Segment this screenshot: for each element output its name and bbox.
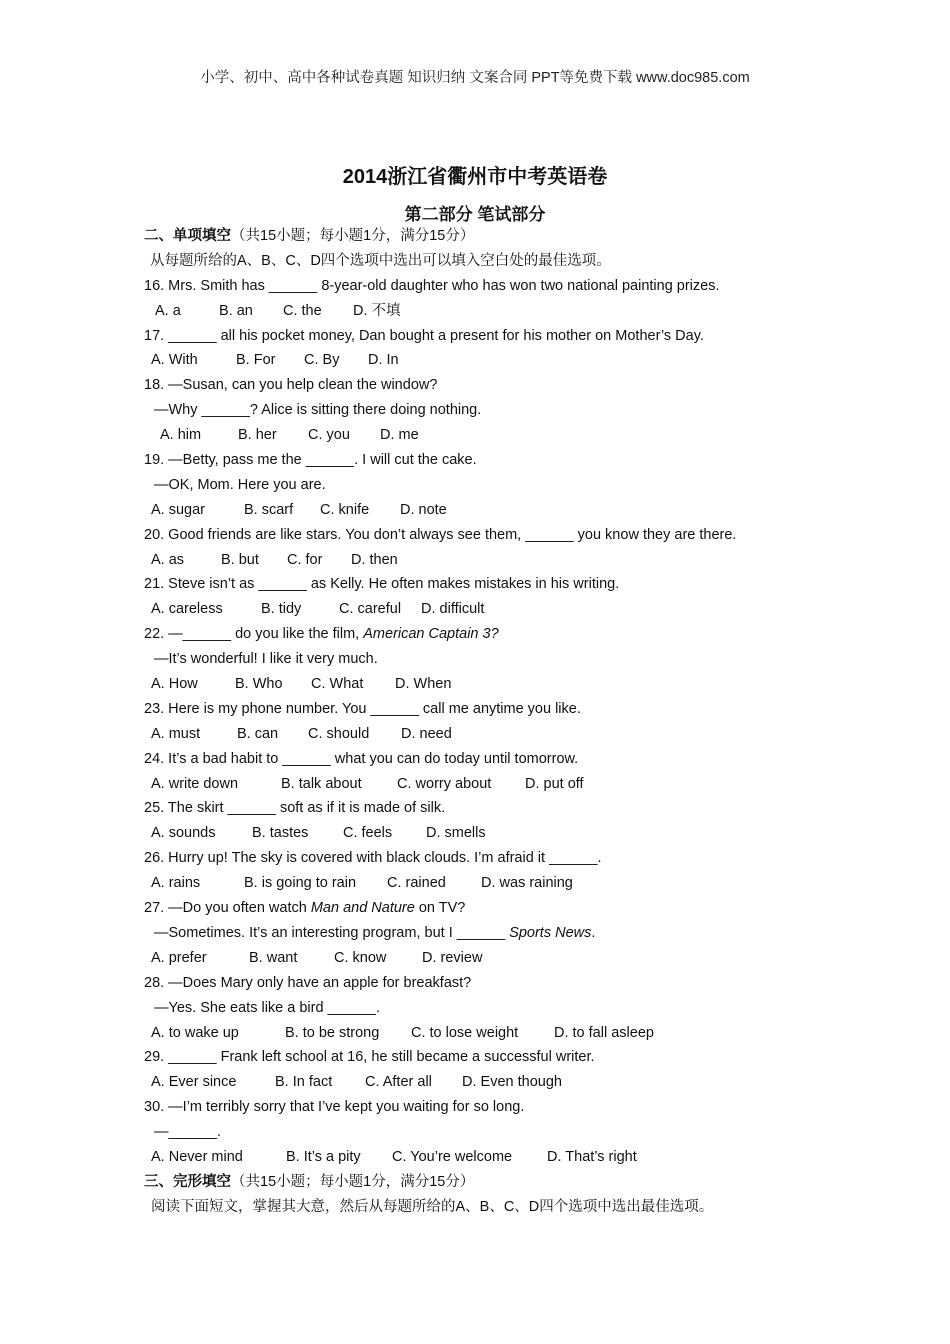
question-27-option-a[interactable]: A. prefer — [151, 949, 207, 966]
question-26-option-a[interactable]: A. rains — [151, 875, 201, 892]
page-subtitle: 第二部分 笔试部分 — [404, 205, 546, 224]
section2-instruction: 从每题所给的A、B、C、D四个选项中选出可以填入空白处的最佳选项。 — [150, 252, 611, 269]
question-25-options — [144, 821, 844, 846]
question-22-option-c[interactable]: C. What — [311, 676, 364, 693]
question-16-stem: 16. Mrs. Smith has ______ 8-year-old daughter who has won two national painting prizes. — [144, 277, 720, 294]
question-16-option-d[interactable]: D. 不填 — [353, 302, 401, 319]
question-19-option-c[interactable]: C. knife — [320, 501, 370, 518]
page-header: 小学、初中、高中各种试卷真题 知识归纳 文案合同 PPT等免费下载 www.doc985.com — [200, 70, 750, 86]
exam-content — [144, 224, 844, 1220]
question-19-reply: —OK, Mom. Here you are. — [154, 476, 326, 493]
question-26-option-c[interactable]: C. rained — [387, 875, 446, 892]
question-24-option-b[interactable]: B. talk about — [281, 775, 362, 792]
question-17-option-d[interactable]: D. In — [368, 352, 399, 369]
question-22-option-d[interactable]: D. When — [395, 676, 452, 693]
section3-heading: 三、完形填空（共15小题；每小题1分，满分15分） — [144, 1173, 475, 1190]
question-24-option-c[interactable]: C. worry about — [397, 775, 492, 792]
question-16-options — [144, 299, 844, 324]
question-29-option-d[interactable]: D. Even though — [462, 1074, 562, 1091]
question-17-options — [144, 348, 844, 373]
question-25-stem: 25. The skirt ______ soft as if it is made of silk. — [144, 800, 446, 817]
question-24-option-d[interactable]: D. put off — [525, 775, 584, 792]
question-18-option-d[interactable]: D. me — [380, 427, 419, 444]
question-18-reply: —Why ______? Alice is sitting there doing nothing. — [154, 402, 482, 419]
question-21-option-d[interactable]: D. difficult — [421, 601, 485, 618]
question-22-reply: —It’s wonderful! I like it very much. — [154, 651, 378, 668]
question-21-option-a[interactable]: A. careless — [151, 601, 223, 618]
question-22-options — [144, 672, 844, 697]
question-28-option-c[interactable]: C. to lose weight — [411, 1024, 519, 1041]
question-23-option-a[interactable]: A. must — [151, 725, 201, 742]
question-30-stem: 30. —I’m terribly sorry that I’ve kept you waiting for so long. — [144, 1099, 525, 1116]
question-19-options — [144, 498, 844, 523]
question-30-option-d[interactable]: D. That’s right — [547, 1148, 637, 1165]
question-16-option-c[interactable]: C. the — [283, 302, 322, 319]
question-20-option-b[interactable]: B. but — [221, 551, 259, 568]
question-23-options — [144, 722, 844, 747]
question-22-stem: 22. —______ do you like the film, American Captain 3? — [144, 626, 499, 643]
question-24-stem: 24. It’s a bad habit to ______ what you can do today until tomorrow. — [144, 750, 579, 767]
question-25-option-c[interactable]: C. feels — [343, 825, 393, 842]
question-23-option-d[interactable]: D. need — [401, 725, 452, 742]
question-20-stem: 20. Good friends are like stars. You don’t always see them, ______ you know they are there. — [144, 526, 737, 543]
question-29-stem: 29. ______ Frank left school at 16, he still became a successful writer. — [144, 1049, 595, 1066]
question-26-options — [144, 871, 844, 896]
question-29-option-b[interactable]: B. In fact — [275, 1074, 333, 1091]
question-25-option-d[interactable]: D. smells — [426, 825, 486, 842]
question-18-option-a[interactable]: A. him — [160, 427, 202, 444]
question-20-options — [144, 548, 844, 573]
question-22-option-a[interactable]: A. How — [151, 676, 198, 693]
question-28-reply: —Yes. She eats like a bird ______. — [154, 999, 380, 1016]
question-30-reply: —______. — [154, 1124, 221, 1141]
question-17-stem: 17. ______ all his pocket money, Dan bought a present for his mother on Mother’s Day. — [144, 327, 704, 344]
question-21-options — [144, 597, 844, 622]
question-21-option-b[interactable]: B. tidy — [261, 601, 302, 618]
question-26-option-b[interactable]: B. is going to rain — [244, 875, 357, 892]
question-30-option-a[interactable]: A. Never mind — [151, 1148, 243, 1165]
question-23-stem: 23. Here is my phone number. You ______ call me anytime you like. — [144, 700, 581, 717]
question-17-option-b[interactable]: B. For — [236, 352, 276, 369]
question-25-option-b[interactable]: B. tastes — [252, 825, 309, 842]
question-19-option-d[interactable]: D. note — [400, 501, 447, 518]
question-28-option-d[interactable]: D. to fall asleep — [554, 1024, 654, 1041]
question-19-option-b[interactable]: B. scarf — [244, 501, 294, 518]
question-19-stem: 19. —Betty, pass me the ______. I will cut the cake. — [144, 452, 477, 469]
question-30-option-c[interactable]: C. You’re welcome — [392, 1148, 513, 1165]
question-17-option-a[interactable]: A. With — [151, 352, 198, 369]
question-28-options — [144, 1021, 844, 1046]
question-20-option-c[interactable]: C. for — [287, 551, 323, 568]
question-21-option-c[interactable]: C. careful — [339, 601, 402, 618]
question-28-option-a[interactable]: A. to wake up — [151, 1024, 239, 1041]
question-18-stem: 18. —Susan, can you help clean the window? — [144, 377, 438, 394]
page-title: 2014浙江省衢州市中考英语卷 — [342, 166, 608, 188]
question-18-options — [144, 423, 844, 448]
question-19-option-a[interactable]: A. sugar — [151, 501, 205, 518]
question-24-options — [144, 772, 844, 797]
question-17-option-c[interactable]: C. By — [304, 352, 340, 369]
question-29-option-c[interactable]: C. After all — [365, 1074, 432, 1091]
question-28-option-b[interactable]: B. to be strong — [285, 1024, 380, 1041]
question-27-option-d[interactable]: D. review — [422, 949, 483, 966]
question-26-option-d[interactable]: D. was raining — [481, 875, 573, 892]
question-29-option-a[interactable]: A. Ever since — [151, 1074, 237, 1091]
question-18-option-b[interactable]: B. her — [238, 427, 277, 444]
question-27-option-b[interactable]: B. want — [249, 949, 298, 966]
question-30-option-b[interactable]: B. It’s a pity — [286, 1148, 361, 1165]
question-29-options — [144, 1070, 844, 1095]
question-16-option-b[interactable]: B. an — [219, 302, 253, 319]
question-list — [144, 274, 844, 1170]
question-20-option-a[interactable]: A. as — [151, 551, 185, 568]
question-28-stem: 28. —Does Mary only have an apple for breakfast? — [144, 974, 472, 991]
section3-instruction: 阅读下面短文，掌握其大意，然后从每题所给的A、B、C、D四个选项中选出最佳选项。 — [151, 1198, 714, 1215]
question-22-option-b[interactable]: B. Who — [235, 676, 283, 693]
question-27-reply: —Sometimes. It’s an interesting program, but I ______ Sports News. — [154, 924, 596, 941]
question-25-option-a[interactable]: A. sounds — [151, 825, 216, 842]
question-20-option-d[interactable]: D. then — [351, 551, 398, 568]
question-27-options — [144, 946, 844, 971]
question-21-stem: 21. Steve isn’t as ______ as Kelly. He often makes mistakes in his writing. — [144, 576, 620, 593]
question-30-options — [144, 1145, 844, 1170]
question-26-stem: 26. Hurry up! The sky is covered with black clouds. I’m afraid it ______. — [144, 850, 602, 867]
question-27-option-c[interactable]: C. know — [334, 949, 387, 966]
question-27-stem: 27. —Do you often watch Man and Nature on TV? — [144, 900, 466, 917]
section2-heading: 二、单项填空（共15小题；每小题1分，满分15分） — [144, 228, 475, 244]
question-23-option-c[interactable]: C. should — [308, 725, 370, 742]
question-23-option-b[interactable]: B. can — [237, 725, 279, 742]
question-18-option-c[interactable]: C. you — [308, 427, 350, 444]
question-16-option-a[interactable]: A. a — [155, 302, 181, 319]
question-24-option-a[interactable]: A. write down — [151, 775, 239, 792]
